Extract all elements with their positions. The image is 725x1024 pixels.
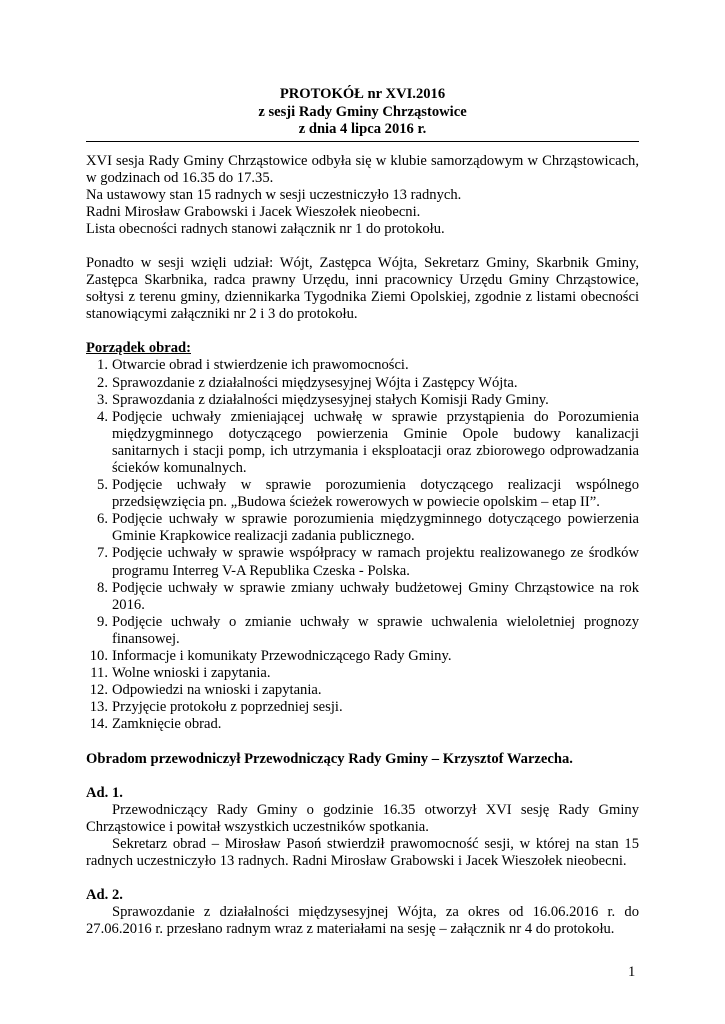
agenda-item-text: Podjęcie uchwały o zmianie uchwały w sprawie uchwalenia wieloletniej prognozy finansowej. xyxy=(112,613,639,647)
agenda-item xyxy=(86,648,639,665)
spacer xyxy=(86,734,639,751)
agenda-item-number: 7. xyxy=(97,545,108,562)
document-title xyxy=(86,86,639,139)
agenda-item-number: 1. xyxy=(97,357,108,374)
document-page xyxy=(86,86,639,938)
agenda-item-text: Otwarcie obrad i stwierdzenie ich prawomocności. xyxy=(112,357,409,374)
agenda-item-number: 11. xyxy=(90,665,108,682)
agenda-item-number: 12. xyxy=(89,682,108,699)
agenda-item-text: Sprawozdania z działalności międzysesyjnej stałych Komisji Rady Gminy. xyxy=(112,391,549,408)
agenda-item-text: Odpowiedzi na wnioski i zapytania. xyxy=(112,682,322,699)
agenda-item-text: Podjęcie uchwały w sprawie współpracy w ramach projektu realizowanego ze środków programu Interreg V-A Republika Czeska - Polska. xyxy=(112,545,639,579)
intro-absent: Radni Mirosław Grabowski i Jacek Wieszołek nieobecni. xyxy=(86,203,421,220)
agenda-item xyxy=(86,477,639,511)
agenda-item-number: 5. xyxy=(97,477,108,494)
intro-attendance-list: Lista obecności radnych stanowi załącznik nr 1 do protokołu. xyxy=(86,220,445,237)
agenda-item xyxy=(86,716,639,733)
agenda-item-number: 4. xyxy=(97,408,108,425)
title-line-3: z dnia 4 lipca 2016 r. xyxy=(298,121,427,137)
agenda-item-text: Zamknięcie obrad. xyxy=(112,716,222,733)
title-line-2: z sesji Rady Gminy Chrząstowice xyxy=(258,103,467,120)
agenda-item xyxy=(86,409,639,477)
agenda-item-number: 14. xyxy=(89,716,108,733)
agenda-item xyxy=(86,375,639,392)
agenda-item-number: 6. xyxy=(97,511,108,528)
agenda-list xyxy=(86,357,639,733)
agenda-item xyxy=(86,545,639,579)
title-line-1: PROTOKÓŁ nr XVI.2016 xyxy=(279,86,446,102)
agenda-item-text: Podjęcie uchwały w sprawie porozumienia międzygminnego dotyczącego powierzenia Gminie Krapkowice realizacji zadania publicznego. xyxy=(112,511,639,545)
agenda-item xyxy=(86,511,639,545)
intro-attendance: Na ustawowy stan 15 radnych w sesji uczestniczyło 13 radnych. xyxy=(86,186,462,203)
agenda-item xyxy=(86,357,639,374)
agenda-item-text: Przyjęcie protokołu z poprzedniej sesji. xyxy=(112,699,343,716)
agenda-item-number: 2. xyxy=(97,374,108,391)
spacer xyxy=(86,323,639,340)
agenda-item xyxy=(86,682,639,699)
agenda-item-number: 8. xyxy=(97,579,108,596)
spacer xyxy=(86,870,639,887)
ad2-heading: Ad. 2. xyxy=(86,887,123,904)
agenda-item xyxy=(86,392,639,409)
agenda-item-text: Podjęcie uchwały w sprawie porozumienia dotyczącego realizacji wspólnego przedsięwzięcia pn. „Budowa ścieżek rowerowych w powiecie opolskim – etap II”. xyxy=(112,477,639,511)
agenda-item-number: 9. xyxy=(97,613,108,630)
ad1-heading: Ad. 1. xyxy=(86,784,123,801)
agenda-item-number: 10. xyxy=(89,648,108,665)
agenda-item-text: Sprawozdanie z działalności międzysesyjnej Wójta i Zastępcy Wójta. xyxy=(112,374,518,391)
agenda-item-text: Podjęcie uchwały w sprawie zmiany uchwały budżetowej Gminy Chrząstowice na rok 2016. xyxy=(112,579,639,613)
agenda-item xyxy=(86,699,639,716)
agenda-item-text: Podjęcie uchwały zmieniającej uchwałę w sprawie przystąpienia do Porozumienia międzygminnego dotyczącego powierzenia Gminie Opole budowy kanalizacji sanitarnych i stacji pomp, ich utrzymania i eksploatacji oraz zbiorowego odprowadzania ścieków komunalnych. xyxy=(112,408,639,476)
agenda-item-text: Wolne wnioski i zapytania. xyxy=(112,665,271,682)
page-number: 1 xyxy=(628,964,636,980)
agenda-item xyxy=(86,665,639,682)
intro-session-info: XVI sesja Rady Gminy Chrząstowice odbyła się w klubie samorządowym w Chrząstowicach, w godzinach od 16.35 do 17.35. xyxy=(86,152,639,186)
agenda-heading: Porządek obrad: xyxy=(86,340,191,357)
ad1-paragraph-2: Sekretarz obrad – Mirosław Pasoń stwierdził prawomocność sesji, w której na stan 15 radnych uczestniczyło 13 radnych. Radni Mirosław Grabowski i Jacek Wieszołek nieobecni. xyxy=(86,835,639,869)
agenda-item xyxy=(86,614,639,648)
agenda-item-text: Informacje i komunikaty Przewodniczącego Rady Gminy. xyxy=(112,648,452,665)
agenda-item-number: 3. xyxy=(97,391,108,408)
ad2-paragraph-1: Sprawozdanie z działalności międzysesyjnej Wójta, za okres od 16.06.2016 r. do 27.06.2016 r. przesłano radnym wraz z materiałami na sesję – załącznik nr 4 do protokołu. xyxy=(86,904,639,938)
spacer xyxy=(86,768,639,785)
participants-paragraph: Ponadto w sesji wzięli udział: Wójt, Zastępca Wójta, Sekretarz Gminy, Skarbnik Gminy, Zastępca Skarbnika, radca prawny Urzędu, inni pracownicy Urzędu Gminy Chrząstowice, sołtysi z terenu gminy, dziennikarka Tygodnika Ziemi Opolskiej, zgodnie z listami obecności stanowiącymi załączniki nr 2 i 3 do protokołu. xyxy=(86,254,639,323)
ad1-paragraph-1: Przewodniczący Rady Gminy o godzinie 16.35 otworzył XVI sesję Rady Gminy Chrząstowice i powitał wszystkich uczestników spotkania. xyxy=(86,801,639,835)
agenda-item-number: 13. xyxy=(89,699,108,716)
chair-statement: Obradom przewodniczył Przewodniczący Rady Gminy – Krzysztof Warzecha. xyxy=(86,750,573,767)
title-divider xyxy=(86,141,639,142)
agenda-item xyxy=(86,580,639,614)
spacer xyxy=(86,238,639,255)
